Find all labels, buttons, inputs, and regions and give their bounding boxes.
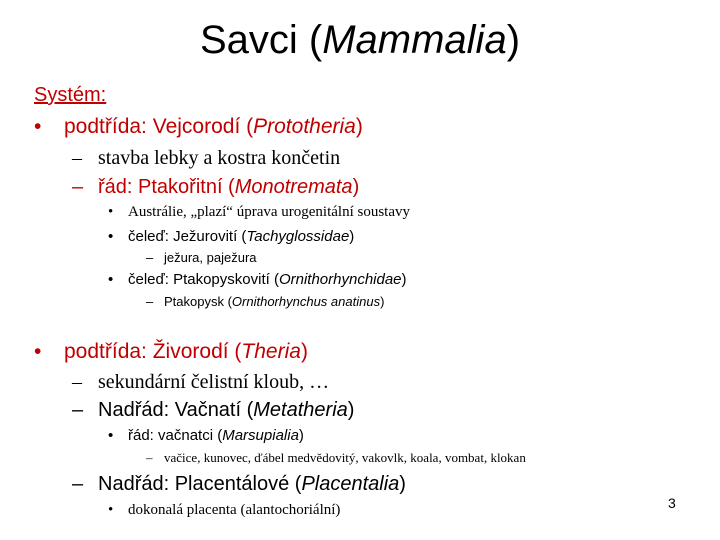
item-monotremata: – řád: Ptakořitní (Monotremata)	[72, 176, 360, 198]
item-jezura: – ježura, paježura	[146, 250, 257, 265]
item-placenta: • dokonalá placenta (alantochoriální)	[108, 502, 341, 518]
dash-bullet-icon: –	[146, 450, 153, 465]
dash-bullet-icon: –	[72, 176, 84, 198]
dot-bullet-icon: •	[108, 204, 114, 220]
dot-bullet-icon: •	[108, 427, 114, 444]
dash-bullet-icon: –	[146, 250, 154, 265]
bullet-prototheria: • podtřída: Vejcorodí (Prototheria)	[34, 115, 363, 138]
dot-bullet-icon: •	[108, 502, 114, 518]
square-bullet-icon: •	[34, 115, 42, 138]
item-ptakopysk: – Ptakopysk (Ornithorhynchus anatinus)	[146, 294, 385, 309]
slide-title: Savci (Mammalia)	[199, 18, 521, 62]
dash-bullet-icon: –	[72, 399, 84, 421]
item-ornithorhynchidae: • čeleď: Ptakopyskovití (Ornithorhynchidae)	[108, 271, 407, 288]
dash-bullet-icon: –	[72, 371, 82, 393]
item-lebka: – stavba lebky a kostra končetin	[72, 147, 341, 169]
item-marsupialia: • řád: vačnatci (Marsupialia)	[108, 427, 304, 444]
item-metatheria: – Nadřád: Vačnatí (Metatheria)	[72, 399, 355, 421]
page-number: 3	[668, 495, 676, 511]
dot-bullet-icon: •	[108, 271, 114, 288]
item-tachyglossidae: • čeleď: Ježurovití (Tachyglossidae)	[108, 228, 355, 245]
bullet-theria: • podtřída: Živorodí (Theria)	[34, 340, 308, 363]
dot-bullet-icon: •	[108, 228, 114, 245]
square-bullet-icon: •	[34, 340, 42, 363]
item-placentalia: – Nadřád: Placentálové (Placentalia)	[72, 473, 406, 495]
item-celistni: – sekundární čelistní kloub, …	[72, 371, 330, 393]
dash-bullet-icon: –	[146, 294, 154, 309]
item-vacice: – vačice, kunovec, ďábel medvědovitý, vakovlk, koala, vombat, klokan	[146, 450, 526, 465]
item-australie: • Austrálie, „plazí“ úprava urogenitální soustavy	[108, 204, 410, 220]
dash-bullet-icon: –	[72, 147, 82, 169]
system-heading: Systém:	[34, 84, 107, 106]
dash-bullet-icon: –	[72, 473, 84, 495]
